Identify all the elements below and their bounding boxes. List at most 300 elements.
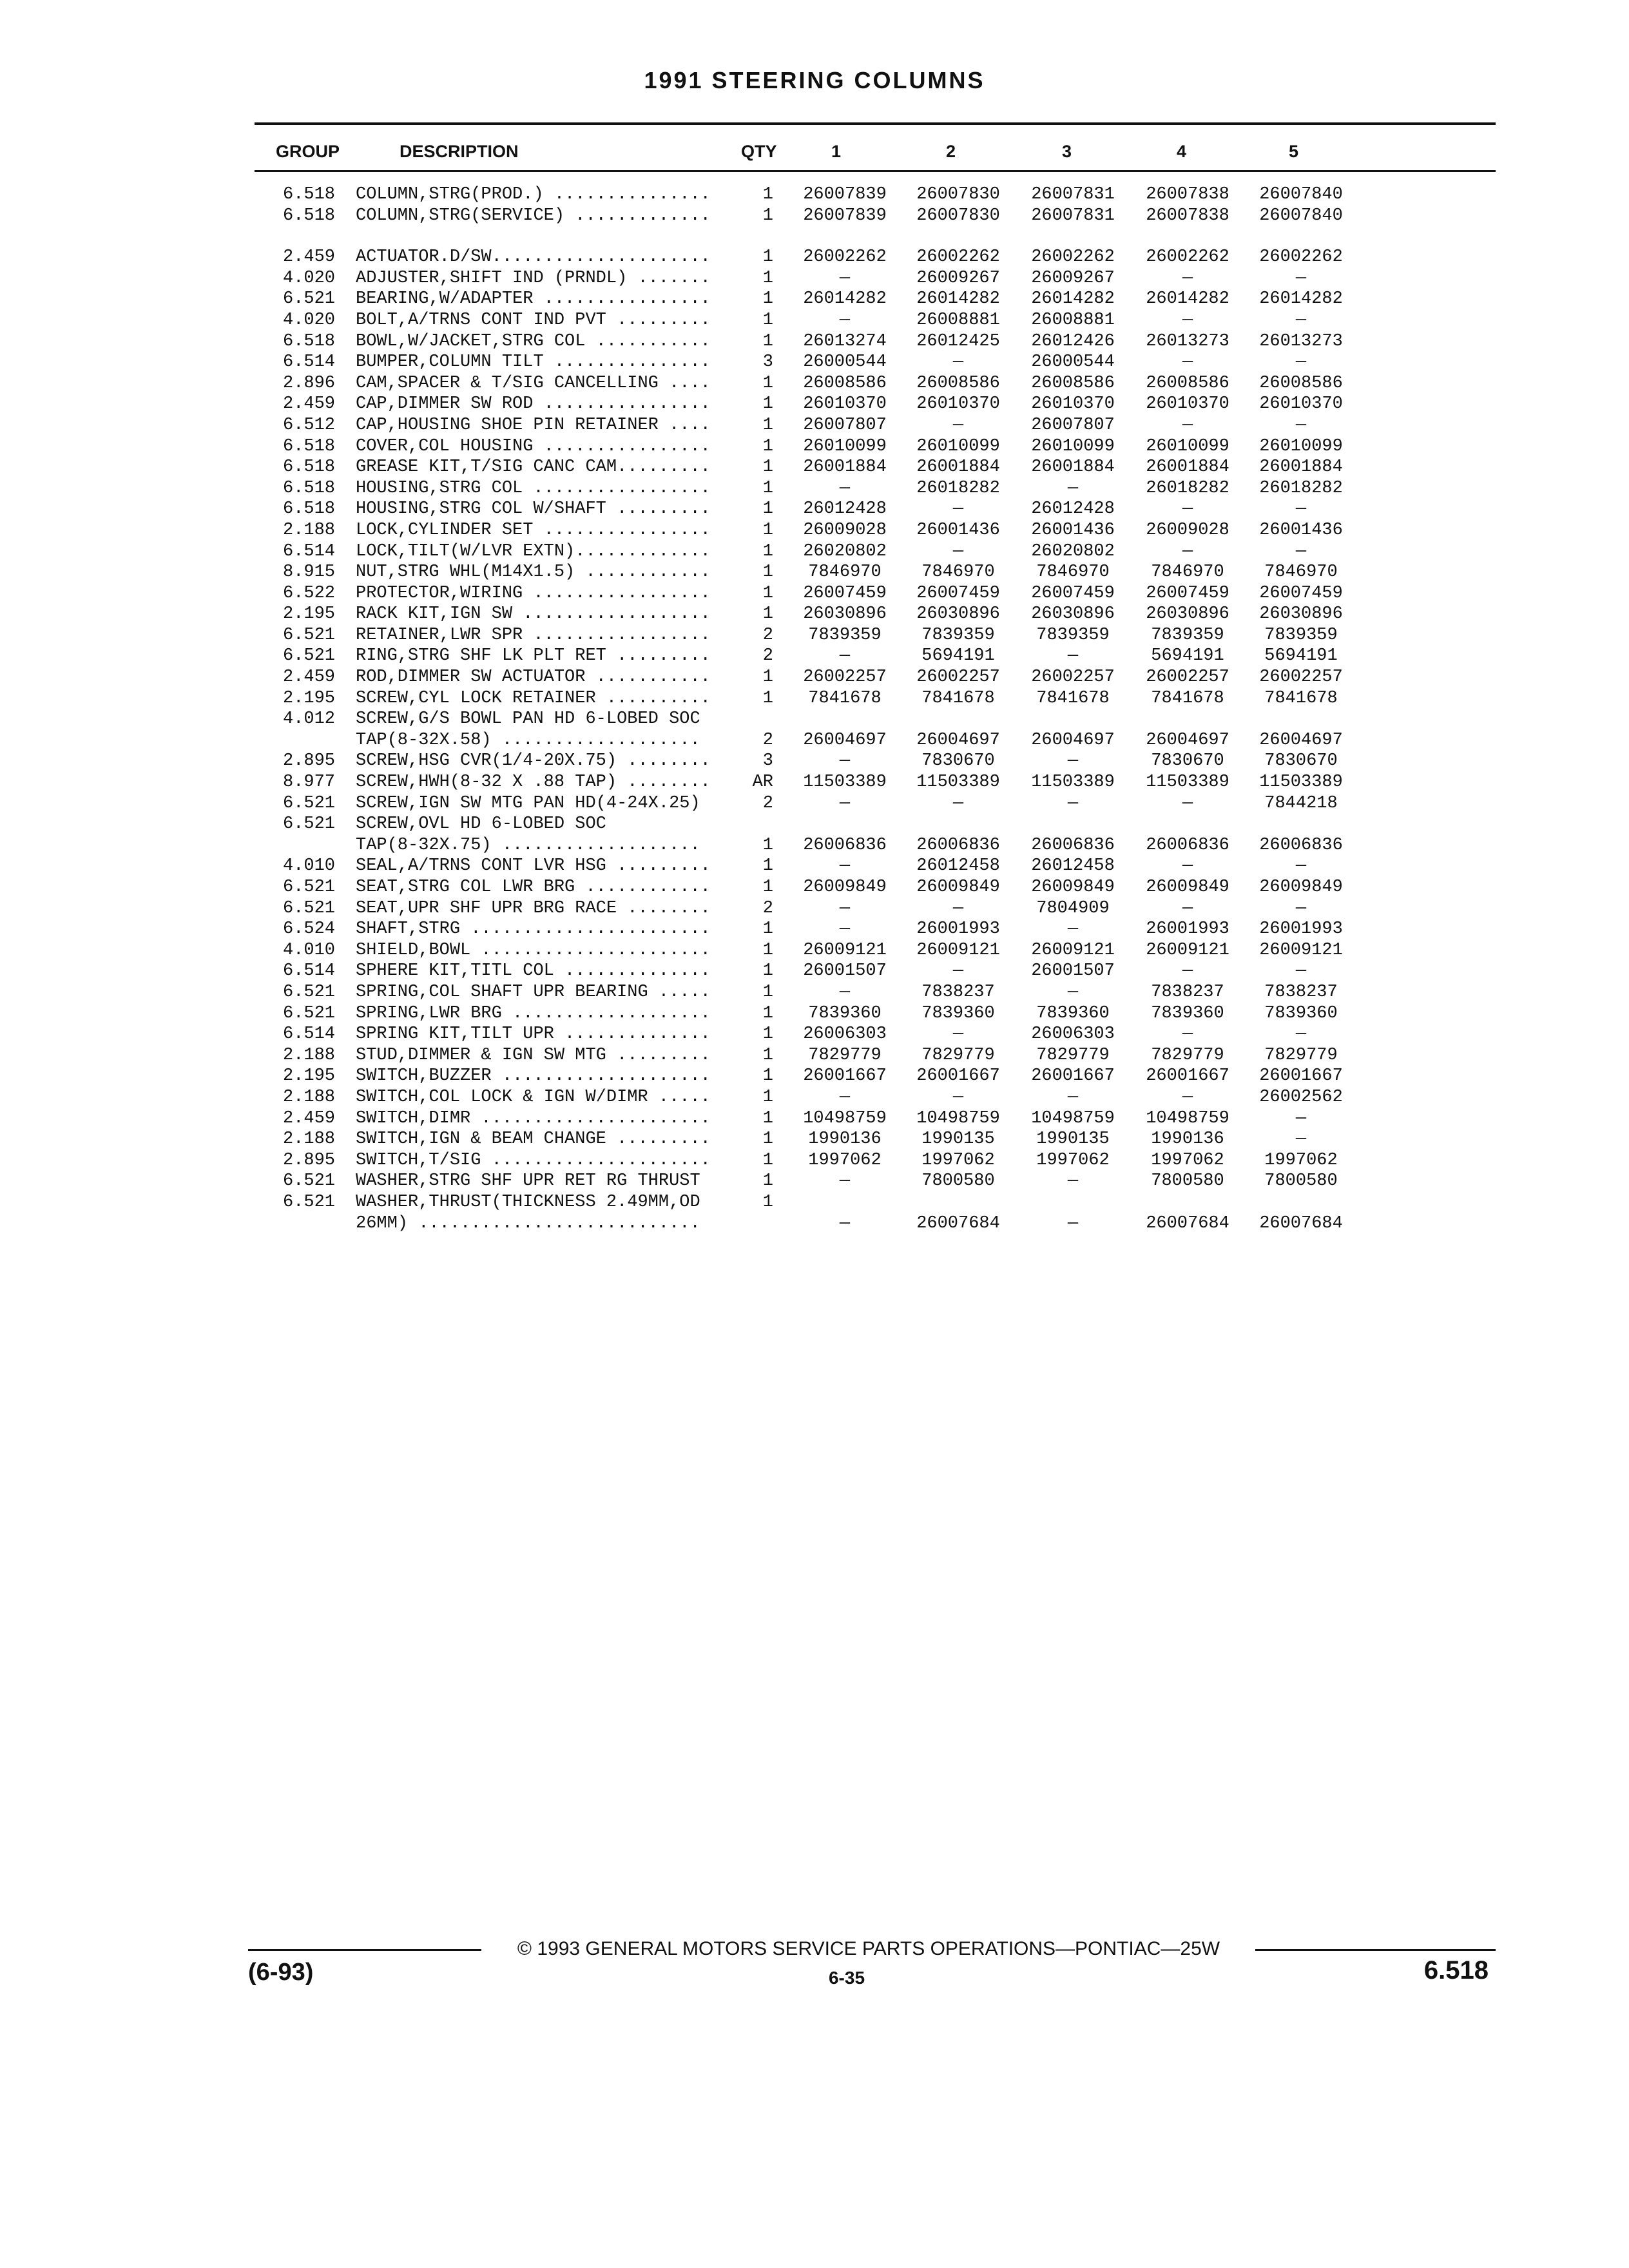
part-number-cell-1: 26009849 bbox=[803, 878, 887, 897]
part-number-cell-1: 26001884 bbox=[803, 457, 887, 477]
description-cell: SHAFT,STRG ....................... bbox=[356, 919, 711, 939]
group-cell: 6.514 bbox=[282, 1024, 335, 1044]
part-number-cell-4: — bbox=[1182, 1024, 1193, 1044]
part-number-cell-2: 26009267 bbox=[916, 268, 1000, 288]
qty-cell: 1 bbox=[762, 1192, 773, 1212]
description-cell: ADJUSTER,SHIFT IND (PRNDL) ....... bbox=[356, 268, 711, 288]
description-cell: CAP,HOUSING SHOE PIN RETAINER .... bbox=[356, 415, 711, 435]
part-number-cell-3: — bbox=[1067, 1087, 1079, 1107]
qty-cell: 1 bbox=[762, 436, 773, 456]
part-number-cell-1: 26001507 bbox=[803, 961, 887, 981]
group-cell: 6.518 bbox=[282, 436, 335, 456]
part-number-cell-5: 26007684 bbox=[1259, 1213, 1343, 1233]
part-number-cell-4: 26009849 bbox=[1146, 878, 1229, 897]
description-cell: HOUSING,STRG COL ................. bbox=[356, 478, 711, 498]
part-number-cell-4: 26010099 bbox=[1146, 436, 1229, 456]
part-number-cell-1: — bbox=[839, 982, 851, 1002]
part-number-cell-1: 11503389 bbox=[803, 773, 887, 793]
part-number-cell-5: — bbox=[1295, 310, 1307, 330]
part-number-cell-3: 7804909 bbox=[1036, 898, 1110, 918]
group-cell: 6.518 bbox=[282, 499, 335, 519]
header-bottom-rule bbox=[255, 170, 1496, 172]
qty-cell: 1 bbox=[762, 1129, 773, 1149]
description-cell: SPRING,LWR BRG ................... bbox=[356, 1003, 711, 1023]
table-row bbox=[0, 877, 1629, 898]
table-row bbox=[0, 206, 1629, 227]
description-cell: RACK KIT,IGN SW .................. bbox=[356, 604, 711, 624]
table-row bbox=[0, 730, 1629, 751]
group-cell: 6.518 bbox=[282, 478, 335, 498]
part-number-cell-2: — bbox=[952, 541, 964, 561]
part-number-cell-4: 26030896 bbox=[1146, 604, 1229, 624]
part-number-cell-1: 26020802 bbox=[803, 541, 887, 561]
part-number-cell-3: 26012426 bbox=[1031, 331, 1115, 351]
table-row bbox=[0, 352, 1629, 373]
part-number-cell-2: 5694191 bbox=[921, 646, 995, 666]
qty-cell: 1 bbox=[762, 478, 773, 498]
part-number-cell-3: 7841678 bbox=[1036, 688, 1110, 708]
table-row bbox=[0, 394, 1629, 415]
part-number-cell-4: 26001667 bbox=[1146, 1066, 1229, 1086]
description-cell: HOUSING,STRG COL W/SHAFT ......... bbox=[356, 499, 711, 519]
qty-cell: 1 bbox=[762, 206, 773, 226]
part-number-cell-5: — bbox=[1295, 961, 1307, 981]
part-number-cell-3: 26009849 bbox=[1031, 878, 1115, 897]
group-cell: 6.518 bbox=[282, 457, 335, 477]
group-cell: 4.020 bbox=[282, 310, 335, 330]
qty-cell: 1 bbox=[762, 835, 773, 855]
description-cell: LOCK,CYLINDER SET ................ bbox=[356, 520, 711, 540]
part-number-cell-2: — bbox=[952, 415, 964, 435]
part-number-cell-5: — bbox=[1295, 1024, 1307, 1044]
group-cell: 6.521 bbox=[282, 1171, 335, 1191]
qty-cell: 1 bbox=[762, 185, 773, 204]
qty-cell: 1 bbox=[762, 499, 773, 519]
part-number-cell-1: 26006303 bbox=[803, 1024, 887, 1044]
part-number-cell-2: 26010099 bbox=[916, 436, 1000, 456]
part-number-cell-2: 7839360 bbox=[921, 1003, 995, 1023]
group-cell: 6.521 bbox=[282, 878, 335, 897]
part-number-cell-2: 26012458 bbox=[916, 856, 1000, 876]
group-cell: 2.195 bbox=[282, 1066, 335, 1086]
qty-cell: 1 bbox=[762, 415, 773, 435]
part-number-cell-2: 26001884 bbox=[916, 457, 1000, 477]
parts-table bbox=[0, 184, 1629, 1234]
part-number-cell-2: 11503389 bbox=[916, 773, 1000, 793]
part-number-cell-4: 5694191 bbox=[1151, 646, 1224, 666]
table-row bbox=[0, 184, 1629, 206]
table-row bbox=[0, 289, 1629, 310]
part-number-cell-2: — bbox=[952, 1024, 964, 1044]
part-number-cell-5: 1997062 bbox=[1264, 1150, 1338, 1170]
part-number-cell-2: — bbox=[952, 898, 964, 918]
part-number-cell-2: 26001436 bbox=[916, 520, 1000, 540]
part-number-cell-2: 26010370 bbox=[916, 394, 1000, 414]
table-row bbox=[0, 1150, 1629, 1171]
part-number-cell-4: 1990136 bbox=[1151, 1129, 1224, 1149]
table-row bbox=[0, 457, 1629, 478]
part-number-cell-4: — bbox=[1182, 856, 1193, 876]
description-cell: SHIELD,BOWL ...................... bbox=[356, 940, 711, 960]
part-number-cell-5: 7844218 bbox=[1264, 793, 1338, 813]
header-qty: QTY bbox=[741, 142, 777, 161]
part-number-cell-5: — bbox=[1295, 268, 1307, 288]
description-cell: SCREW,G/S BOWL PAN HD 6-LOBED SOC bbox=[356, 709, 700, 729]
group-cell: 8.977 bbox=[282, 773, 335, 793]
group-cell: 2.195 bbox=[282, 688, 335, 708]
part-number-cell-3: 26001884 bbox=[1031, 457, 1115, 477]
part-number-cell-5: 26004697 bbox=[1259, 730, 1343, 750]
part-number-cell-3: 26014282 bbox=[1031, 289, 1115, 309]
part-number-cell-1: 26010370 bbox=[803, 394, 887, 414]
part-number-cell-5: — bbox=[1295, 541, 1307, 561]
description-cell: BEARING,W/ADAPTER ................ bbox=[356, 289, 711, 309]
part-number-cell-5: 26018282 bbox=[1259, 478, 1343, 498]
table-row bbox=[0, 940, 1629, 961]
part-number-cell-1: 7839359 bbox=[808, 625, 882, 645]
qty-cell: 3 bbox=[762, 352, 773, 372]
part-number-cell-3: 26007807 bbox=[1031, 415, 1115, 435]
part-number-cell-1: 26007807 bbox=[803, 415, 887, 435]
table-row bbox=[0, 856, 1629, 877]
group-cell: 6.521 bbox=[282, 646, 335, 666]
part-number-cell-2: 26007684 bbox=[916, 1213, 1000, 1233]
part-number-cell-1: — bbox=[839, 1171, 851, 1191]
part-number-cell-4: 26008586 bbox=[1146, 373, 1229, 393]
part-number-cell-5: — bbox=[1295, 1129, 1307, 1149]
qty-cell: 2 bbox=[762, 793, 773, 813]
footer-section-number: 6.518 bbox=[1423, 1956, 1489, 1984]
table-row bbox=[0, 982, 1629, 1003]
group-cell: 6.521 bbox=[282, 1003, 335, 1023]
group-cell: 2.895 bbox=[282, 751, 335, 771]
description-cell: STUD,DIMMER & IGN SW MTG ......... bbox=[356, 1045, 711, 1065]
part-number-cell-5: 7830670 bbox=[1264, 751, 1338, 771]
part-number-cell-4: 26007459 bbox=[1146, 583, 1229, 603]
part-number-cell-3: 26010370 bbox=[1031, 394, 1115, 414]
part-number-cell-3: 26002262 bbox=[1031, 247, 1115, 267]
description-cell: COLUMN,STRG(SERVICE) ............. bbox=[356, 206, 711, 226]
part-number-cell-2: 26007830 bbox=[916, 185, 1000, 204]
group-cell: 6.514 bbox=[282, 961, 335, 981]
table-row bbox=[0, 1171, 1629, 1192]
part-number-cell-2: — bbox=[952, 352, 964, 372]
group-cell: 2.188 bbox=[282, 520, 335, 540]
part-number-cell-5: — bbox=[1295, 856, 1307, 876]
footer-rule-left bbox=[248, 1949, 481, 1951]
part-number-cell-3: 26012458 bbox=[1031, 856, 1115, 876]
description-cell: SWITCH,T/SIG ..................... bbox=[356, 1150, 711, 1170]
part-number-cell-5: — bbox=[1295, 1108, 1307, 1128]
part-number-cell-3: 26000544 bbox=[1031, 352, 1115, 372]
part-number-cell-5: — bbox=[1295, 352, 1307, 372]
part-number-cell-1: 10498759 bbox=[803, 1108, 887, 1128]
qty-cell: 2 bbox=[762, 730, 773, 750]
table-row bbox=[0, 541, 1629, 562]
table-row bbox=[0, 646, 1629, 667]
part-number-cell-5: 7839360 bbox=[1264, 1003, 1338, 1023]
part-number-cell-4: 11503389 bbox=[1146, 773, 1229, 793]
table-row bbox=[0, 625, 1629, 646]
part-number-cell-3: 26007459 bbox=[1031, 583, 1115, 603]
part-number-cell-1: 7841678 bbox=[808, 688, 882, 708]
qty-cell: 1 bbox=[762, 1171, 773, 1191]
part-number-cell-1: — bbox=[839, 751, 851, 771]
qty-cell: 1 bbox=[762, 604, 773, 624]
part-number-cell-1: 26012428 bbox=[803, 499, 887, 519]
description-cell: 26MM) ........................... bbox=[356, 1213, 700, 1233]
part-number-cell-3: 26006303 bbox=[1031, 1024, 1115, 1044]
part-number-cell-5: 26002262 bbox=[1259, 247, 1343, 267]
part-number-cell-3: 26009121 bbox=[1031, 940, 1115, 960]
part-number-cell-4: 26004697 bbox=[1146, 730, 1229, 750]
part-number-cell-3: 1990135 bbox=[1036, 1129, 1110, 1149]
group-cell: 6.514 bbox=[282, 352, 335, 372]
part-number-cell-1: 26008586 bbox=[803, 373, 887, 393]
group-cell: 6.521 bbox=[282, 1192, 335, 1212]
table-row bbox=[0, 688, 1629, 709]
part-number-cell-4: 7838237 bbox=[1151, 982, 1224, 1002]
group-cell: 6.514 bbox=[282, 541, 335, 561]
part-number-cell-5: 5694191 bbox=[1264, 646, 1338, 666]
part-number-cell-2: 26002262 bbox=[916, 247, 1000, 267]
description-cell: SEAT,STRG COL LWR BRG ............ bbox=[356, 878, 711, 897]
part-number-cell-4: — bbox=[1182, 268, 1193, 288]
qty-cell: 1 bbox=[762, 919, 773, 939]
group-cell: 2.895 bbox=[282, 1150, 335, 1170]
description-cell: SPRING KIT,TILT UPR .............. bbox=[356, 1024, 711, 1044]
part-number-cell-5: 7829779 bbox=[1264, 1045, 1338, 1065]
qty-cell: 1 bbox=[762, 688, 773, 708]
part-number-cell-2: 26001993 bbox=[916, 919, 1000, 939]
part-number-cell-3: — bbox=[1067, 478, 1079, 498]
part-number-cell-3: 11503389 bbox=[1031, 773, 1115, 793]
part-number-cell-5: 7841678 bbox=[1264, 688, 1338, 708]
part-number-cell-3: — bbox=[1067, 919, 1079, 939]
table-row bbox=[0, 226, 1629, 247]
table-row bbox=[0, 898, 1629, 919]
part-number-cell-3: 7829779 bbox=[1036, 1045, 1110, 1065]
part-number-cell-1: 1990136 bbox=[808, 1129, 882, 1149]
part-number-cell-5: — bbox=[1295, 415, 1307, 435]
part-number-cell-2: 26007830 bbox=[916, 206, 1000, 226]
description-cell: RING,STRG SHF LK PLT RET ......... bbox=[356, 646, 711, 666]
part-number-cell-1: 26002257 bbox=[803, 668, 887, 687]
part-number-cell-4: 26006836 bbox=[1146, 835, 1229, 855]
part-number-cell-2: 7800580 bbox=[921, 1171, 995, 1191]
part-number-cell-2: 10498759 bbox=[916, 1108, 1000, 1128]
header-top-rule bbox=[255, 122, 1496, 125]
part-number-cell-1: 7839360 bbox=[808, 1003, 882, 1023]
part-number-cell-4: 26014282 bbox=[1146, 289, 1229, 309]
table-row bbox=[0, 793, 1629, 814]
qty-cell: 1 bbox=[762, 520, 773, 540]
table-row bbox=[0, 1108, 1629, 1129]
part-number-cell-3: 7839359 bbox=[1036, 625, 1110, 645]
part-number-cell-4: 26001993 bbox=[1146, 919, 1229, 939]
part-number-cell-5: 7838237 bbox=[1264, 982, 1338, 1002]
part-number-cell-3: 7846970 bbox=[1036, 562, 1110, 582]
description-cell: GREASE KIT,T/SIG CANC CAM......... bbox=[356, 457, 711, 477]
qty-cell: 1 bbox=[762, 940, 773, 960]
header-col-3: 3 bbox=[1062, 142, 1072, 161]
description-cell: BOWL,W/JACKET,STRG COL ........... bbox=[356, 331, 711, 351]
group-cell: 6.521 bbox=[282, 814, 335, 834]
table-row bbox=[0, 373, 1629, 394]
group-cell: 2.459 bbox=[282, 1108, 335, 1128]
part-number-cell-1: 26007839 bbox=[803, 185, 887, 204]
table-row bbox=[0, 835, 1629, 856]
qty-cell: 1 bbox=[762, 1066, 773, 1086]
table-row bbox=[0, 247, 1629, 268]
description-cell: BOLT,A/TRNS CONT IND PVT ......... bbox=[356, 310, 711, 330]
table-row bbox=[0, 751, 1629, 772]
part-number-cell-4: 26009028 bbox=[1146, 520, 1229, 540]
part-number-cell-2: 7830670 bbox=[921, 751, 995, 771]
table-row bbox=[0, 1003, 1629, 1024]
description-cell: CAM,SPACER & T/SIG CANCELLING .... bbox=[356, 373, 711, 393]
part-number-cell-5: 26001884 bbox=[1259, 457, 1343, 477]
part-number-cell-1: 26001667 bbox=[803, 1066, 887, 1086]
table-row bbox=[0, 415, 1629, 436]
footer-page-number: 6-35 bbox=[828, 1968, 865, 1988]
part-number-cell-3: — bbox=[1067, 1171, 1079, 1191]
part-number-cell-4: 7839359 bbox=[1151, 625, 1224, 645]
part-number-cell-4: 7800580 bbox=[1151, 1171, 1224, 1191]
part-number-cell-2: 26009121 bbox=[916, 940, 1000, 960]
part-number-cell-3: — bbox=[1067, 1213, 1079, 1233]
part-number-cell-3: 26004697 bbox=[1031, 730, 1115, 750]
part-number-cell-2: 26006836 bbox=[916, 835, 1000, 855]
part-number-cell-4: — bbox=[1182, 499, 1193, 519]
qty-cell: 1 bbox=[762, 1045, 773, 1065]
part-number-cell-1: 26010099 bbox=[803, 436, 887, 456]
part-number-cell-2: 7839359 bbox=[921, 625, 995, 645]
description-cell: ACTUATOR.D/SW..................... bbox=[356, 247, 711, 267]
part-number-cell-1: — bbox=[839, 898, 851, 918]
part-number-cell-3: 26020802 bbox=[1031, 541, 1115, 561]
table-row bbox=[0, 961, 1629, 982]
part-number-cell-5: 7846970 bbox=[1264, 562, 1338, 582]
part-number-cell-1: — bbox=[839, 856, 851, 876]
description-cell: LOCK,TILT(W/LVR EXTN)............. bbox=[356, 541, 711, 561]
part-number-cell-3: 26012428 bbox=[1031, 499, 1115, 519]
part-number-cell-5: 26006836 bbox=[1259, 835, 1343, 855]
qty-cell: 1 bbox=[762, 457, 773, 477]
description-cell: TAP(8-32X.58) ................... bbox=[356, 730, 700, 750]
part-number-cell-5: 26013273 bbox=[1259, 331, 1343, 351]
table-row bbox=[0, 1066, 1629, 1087]
group-cell: 2.188 bbox=[282, 1129, 335, 1149]
table-row bbox=[0, 1213, 1629, 1235]
part-number-cell-1: — bbox=[839, 268, 851, 288]
group-cell: 2.896 bbox=[282, 373, 335, 393]
part-number-cell-3: 26001507 bbox=[1031, 961, 1115, 981]
table-row bbox=[0, 1087, 1629, 1108]
part-number-cell-2: 1990135 bbox=[921, 1129, 995, 1149]
table-row bbox=[0, 709, 1629, 730]
part-number-cell-1: — bbox=[839, 1213, 851, 1233]
description-cell: SWITCH,IGN & BEAM CHANGE ......... bbox=[356, 1129, 711, 1149]
description-cell: SCREW,HSG CVR(1/4-20X.75) ........ bbox=[356, 751, 711, 771]
table-row bbox=[0, 772, 1629, 793]
group-cell: 6.524 bbox=[282, 919, 335, 939]
part-number-cell-2: 26002257 bbox=[916, 668, 1000, 687]
part-number-cell-1: — bbox=[839, 478, 851, 498]
group-cell: 6.521 bbox=[282, 793, 335, 813]
qty-cell: 1 bbox=[762, 878, 773, 897]
part-number-cell-2: 7841678 bbox=[921, 688, 995, 708]
part-number-cell-5: 11503389 bbox=[1259, 773, 1343, 793]
part-number-cell-1: 26002262 bbox=[803, 247, 887, 267]
part-number-cell-1: 26004697 bbox=[803, 730, 887, 750]
qty-cell: 2 bbox=[762, 646, 773, 666]
part-number-cell-1: 26007459 bbox=[803, 583, 887, 603]
part-number-cell-3: 26009267 bbox=[1031, 268, 1115, 288]
group-cell: 2.188 bbox=[282, 1087, 335, 1107]
table-row bbox=[0, 919, 1629, 940]
part-number-cell-2: 26001667 bbox=[916, 1066, 1000, 1086]
qty-cell: 1 bbox=[762, 331, 773, 351]
group-cell: 2.459 bbox=[282, 394, 335, 414]
part-number-cell-4: — bbox=[1182, 310, 1193, 330]
group-cell: 2.459 bbox=[282, 247, 335, 267]
part-number-cell-4: 7846970 bbox=[1151, 562, 1224, 582]
part-number-cell-4: 26007838 bbox=[1146, 185, 1229, 204]
part-number-cell-4: 1997062 bbox=[1151, 1150, 1224, 1170]
part-number-cell-2: 26008586 bbox=[916, 373, 1000, 393]
part-number-cell-1: 26014282 bbox=[803, 289, 887, 309]
part-number-cell-3: 26007831 bbox=[1031, 185, 1115, 204]
qty-cell: 1 bbox=[762, 583, 773, 603]
description-cell: SWITCH,BUZZER .................... bbox=[356, 1066, 711, 1086]
description-cell: SCREW,OVL HD 6-LOBED SOC bbox=[356, 814, 606, 834]
qty-cell: 1 bbox=[762, 856, 773, 876]
description-cell: CAP,DIMMER SW ROD ................ bbox=[356, 394, 711, 414]
part-number-cell-3: 7839360 bbox=[1036, 1003, 1110, 1023]
qty-cell: 1 bbox=[762, 289, 773, 309]
part-number-cell-1: 26030896 bbox=[803, 604, 887, 624]
header-col-5: 5 bbox=[1289, 142, 1299, 161]
part-number-cell-5: 26014282 bbox=[1259, 289, 1343, 309]
part-number-cell-1: 1997062 bbox=[808, 1150, 882, 1170]
part-number-cell-3: 26008881 bbox=[1031, 310, 1115, 330]
part-number-cell-2: — bbox=[952, 793, 964, 813]
description-cell: SCREW,IGN SW MTG PAN HD(4-24X.25) bbox=[356, 793, 700, 813]
part-number-cell-5: 26001436 bbox=[1259, 520, 1343, 540]
part-number-cell-3: 26006836 bbox=[1031, 835, 1115, 855]
part-number-cell-2: — bbox=[952, 499, 964, 519]
part-number-cell-2: 26008881 bbox=[916, 310, 1000, 330]
table-row bbox=[0, 1045, 1629, 1066]
table-row bbox=[0, 562, 1629, 583]
part-number-cell-4: 7829779 bbox=[1151, 1045, 1224, 1065]
group-cell: 6.518 bbox=[282, 331, 335, 351]
group-cell: 6.521 bbox=[282, 982, 335, 1002]
group-cell: 2.459 bbox=[282, 668, 335, 687]
part-number-cell-5: 26002562 bbox=[1259, 1087, 1343, 1107]
group-cell: 6.521 bbox=[282, 625, 335, 645]
qty-cell: 1 bbox=[762, 1150, 773, 1170]
description-cell: TAP(8-32X.75) ................... bbox=[356, 835, 700, 855]
table-row bbox=[0, 331, 1629, 352]
footer-copyright: © 1993 GENERAL MOTORS SERVICE PARTS OPERATIONS—PONTIAC—25W bbox=[517, 1938, 1220, 1959]
qty-cell: 1 bbox=[762, 1108, 773, 1128]
part-number-cell-5: 26009849 bbox=[1259, 878, 1343, 897]
header-description: DESCRIPTION bbox=[400, 142, 519, 161]
table-row bbox=[0, 268, 1629, 289]
part-number-cell-4: — bbox=[1182, 1087, 1193, 1107]
